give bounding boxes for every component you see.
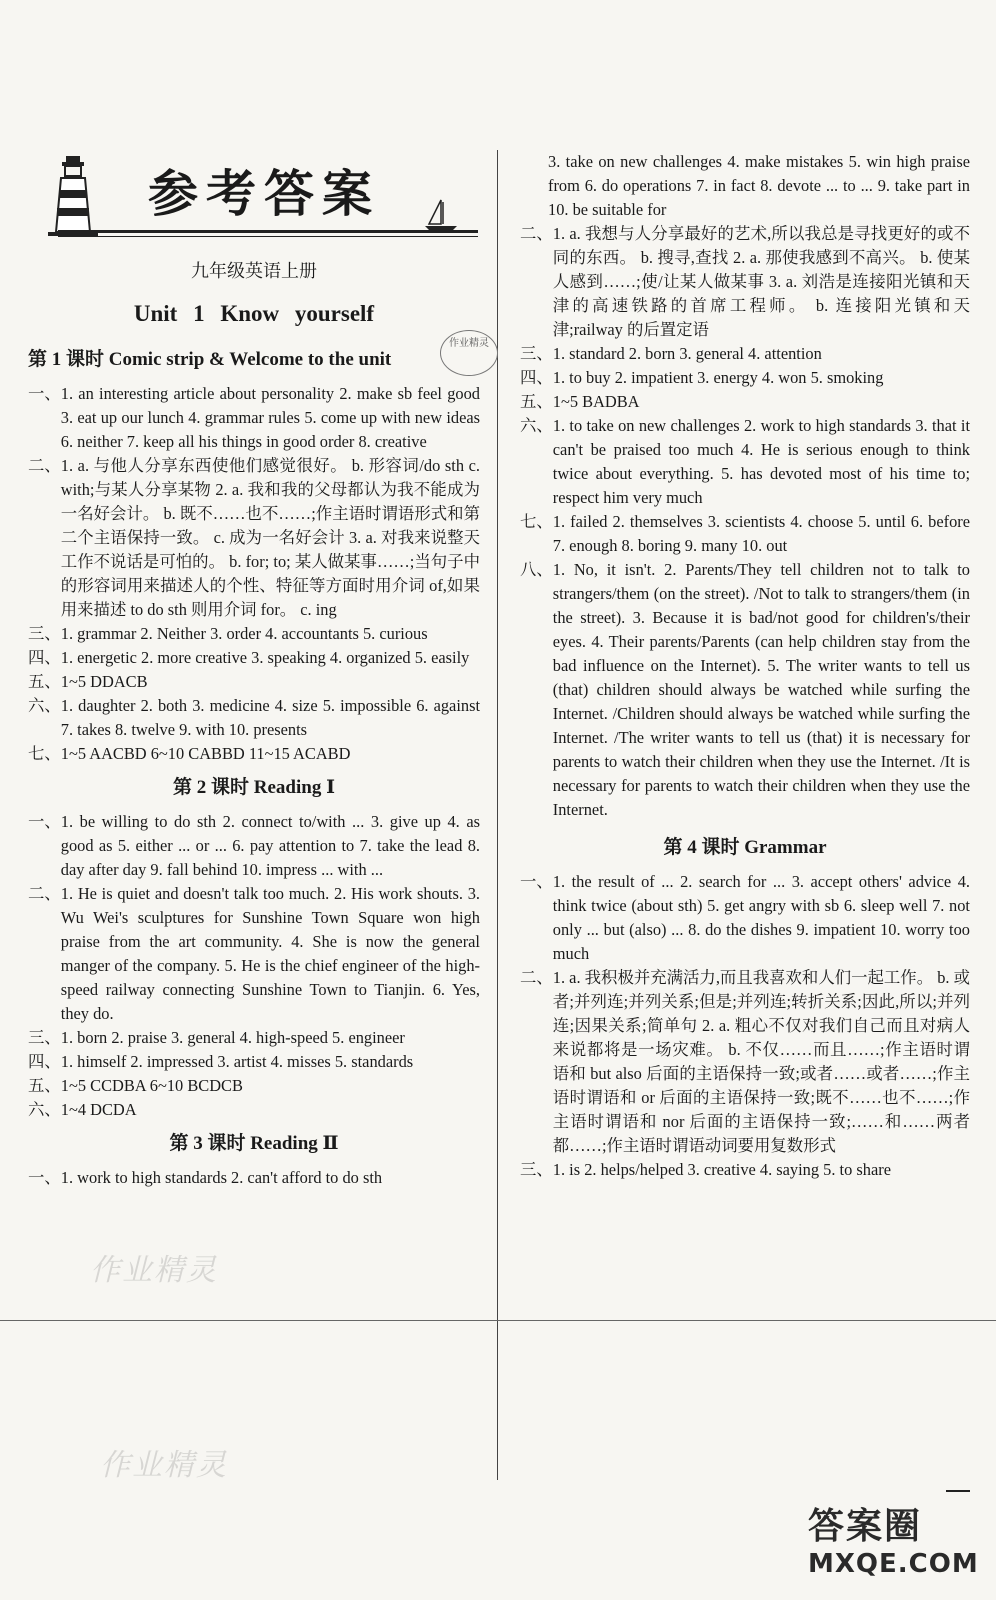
answer-text: 1. to buy 2. impatient 3. energy 4. won 5. smoking <box>552 368 884 387</box>
answer-number: 四、 <box>520 368 553 387</box>
answer-number: 二、 <box>520 968 553 987</box>
lighthouse-icon <box>48 156 98 236</box>
watermark-bottom <box>100 1440 228 1484</box>
answer-text: 1. a. 与他人分享东西使他们感觉很好。 b. 形容词/do sth c. with;与某人分享某物 2. a. 我和我的父母都认为我不能成为一名好会计。 b. 既不……也不……;作主语时谓语形式和第二个主语保持一致。 c. 成为一名好会计 3. a. 对我来说整天工作不说话是可怕的。 b. for; to; 某人做某事……;当句子中的形容词用来描述人的个性、特征等方面时用介词 of,如果用来描述 to do sth 则用介词 for。 c. ing <box>60 456 480 619</box>
answer-text: 1. born 2. praise 3. general 4. high-speed 5. engineer <box>60 1028 405 1047</box>
site-logo <box>808 1498 979 1579</box>
answer-number: 七、 <box>28 744 61 763</box>
answer-item <box>28 742 480 766</box>
stamp-seal <box>440 330 498 376</box>
answer-text: 1. a. 我积极并充满活力,而且我喜欢和人们一起工作。 b. 或者;并列连;并列关系;但是;并列连;转折关系;因此,所以;并列连;因果关系;简单句 2. a. 粗心不仅对我们自己而且对病人来说都将是一场灾难。 b. 不仅……而且……;作主语时谓语和 but also 后面的主语保持一致;或者……或者……;作主语时谓语和 or 后面的主语保持一致;既不……也不……;作主语时谓语和 nor 后面的主语保持一致;……和……两者都……;作主语时谓语动词要用复数形式 <box>552 968 970 1155</box>
answer-number: 六、 <box>28 696 61 715</box>
answer-item <box>520 222 970 342</box>
lesson-4-answers <box>520 870 970 1182</box>
answer-item <box>28 694 480 742</box>
answer-text: 1. an interesting article about personality 2. make sb feel good 3. eat up our lunch 4. grammar rules 5. come up with new ideas 6. neither 7. keep all his things in good order 8. creative <box>60 384 480 451</box>
answer-text: 1. daughter 2. both 3. medicine 4. size 5. impossible 6. against 7. takes 8. twelve 9. with 10. presents <box>60 696 480 739</box>
answer-number: 三、 <box>28 1028 61 1047</box>
lesson-1-answers <box>28 382 480 766</box>
answer-item <box>520 558 970 822</box>
answer-number: 二、 <box>520 224 553 243</box>
answer-item <box>520 966 970 1158</box>
answer-text: 1~5 CCDBA 6~10 BCDCB <box>60 1076 243 1095</box>
answer-number: 六、 <box>28 1100 61 1119</box>
answer-text: 1. to take on new challenges 2. work to high standards 3. that it can't be praised too much 4. He is serious enough to think twice about everything. 5. has devoted most of his time to; respect him very much <box>552 416 970 507</box>
stamp-text: 作业精灵 <box>449 338 489 349</box>
header-rule <box>58 230 478 233</box>
watermark <box>90 1245 218 1289</box>
answer-number: 一、 <box>520 872 553 891</box>
logo-url: MXQE.COM <box>808 1549 979 1579</box>
watermark-text: 作业精灵 <box>90 1253 218 1288</box>
answer-number: 三、 <box>520 344 553 363</box>
answer-item <box>520 390 970 414</box>
answer-number: 一、 <box>28 812 61 831</box>
page-header <box>38 150 478 258</box>
left-column <box>28 150 480 1190</box>
answer-number: 一、 <box>28 384 61 403</box>
answer-number: 二、 <box>28 456 61 475</box>
header-rule-thin <box>58 236 478 237</box>
answer-item <box>520 1158 970 1182</box>
sailboat-icon <box>423 198 459 234</box>
logo-text: 答案圈 <box>808 1506 923 1547</box>
answer-item <box>28 1074 480 1098</box>
answer-text: 1~5 DDACB <box>60 672 148 691</box>
answer-text: 1. failed 2. themselves 3. scientists 4. choose 5. until 6. before 7. enough 8. boring 9. many 10. out <box>552 512 970 555</box>
answer-number: 八、 <box>520 560 553 579</box>
answer-item <box>520 366 970 390</box>
answer-text: 1. himself 2. impressed 3. artist 4. misses 5. standards <box>60 1052 414 1071</box>
answer-text: 1. the result of ... 2. search for ... 3. accept others' advice 4. think twice (about sth) 5. get angry with sb 6. sleep well 7. not only ... but (also) ... 8. do the dishes 9. impatient 10. worry too much <box>552 872 970 963</box>
answer-number: 一、 <box>28 1168 61 1187</box>
right-column <box>520 150 970 1182</box>
answer-text: 1~5 BADBA <box>552 392 640 411</box>
answer-item <box>28 1098 480 1122</box>
answer-text: 1. He is quiet and doesn't talk too much. 2. His work shouts. 3. Wu Wei's sculptures for Sunshine Town Square won high praise from the art community. 4. She is now the general manger of the company. 5. He is the chief engineer of the high-speed railway connecting Sunshine Town to Tianjin. 6. Yes, they do. <box>60 884 480 1023</box>
answer-text: 1. energetic 2. more creative 3. speaking 4. organized 5. easily <box>60 648 470 667</box>
answer-item <box>520 870 970 966</box>
answer-text: 1. is 2. helps/helped 3. creative 4. saying 5. to share <box>552 1160 891 1179</box>
answer-text: 1. No, it isn't. 2. Parents/They tell children not to talk to strangers/them (on the street). /Not to talk to strangers/them (in the street). 3. Because it is bad/not good for children's/their eyes. 4. Their parents/Parents (can help children stay from the bad influence on the Internet). 5. The writer wants to tell us (that) children should always be watched while surfing the Internet. /Children should always be watched while surfing the Internet. /The writer wants to tell us (that) it is necessary for parents to watch their children when they use the Internet. /It is necessary for parents to watch their children when they use the Internet. <box>552 560 970 819</box>
answer-text: 1. grammar 2. Neither 3. order 4. accountants 5. curious <box>60 624 428 643</box>
answer-text: 1. work to high standards 2. can't afford to do sth <box>60 1168 383 1187</box>
answer-item <box>28 1026 480 1050</box>
answer-item <box>28 646 480 670</box>
fold-line <box>0 1320 996 1321</box>
answer-item <box>28 454 480 622</box>
lesson-4-title: 第 4 课时 Grammar <box>663 837 827 858</box>
answer-item <box>28 810 480 882</box>
lesson-3-title: 第 3 课时 Reading Ⅱ <box>169 1133 339 1154</box>
answer-text: 1. standard 2. born 3. general 4. attention <box>552 344 822 363</box>
answer-number: 七、 <box>520 512 553 531</box>
answer-number: 五、 <box>520 392 553 411</box>
page-subtitle: 九年级英语上册 <box>191 261 317 282</box>
answer-number: 六、 <box>520 416 553 435</box>
lesson-3-answers-cont <box>520 150 970 822</box>
page-number-mark <box>946 1490 970 1492</box>
answer-text: 1. be willing to do sth 2. connect to/with ... 3. give up 4. as good as 5. either ... or ... 6. pay attention to 7. take the lead 8. day after day 9. fall behind 10. impress ... with ... <box>60 812 480 879</box>
answer-text: 3. take on new challenges 4. make mistakes 5. win high praise from 6. do operations 7. in fact 8. devote ... to ... 9. take part in 10. be suitable for <box>548 152 970 219</box>
answer-item <box>520 150 970 222</box>
answer-item <box>28 382 480 454</box>
answer-text: 1. a. 我想与人分享最好的艺术,所以我总是寻找更好的或不同的东西。 b. 搜寻,查找 2. a. 那使我感到不高兴。 b. 使某人感到……;使/让某人做某事 3. a. 刘浩是连接阳光镇和天津的高速铁路的首席工程师。 b. 连接阳光镇和天津;railway 的后置定语 <box>552 224 970 339</box>
page-title: 参考答案 <box>148 164 380 223</box>
answer-item <box>28 670 480 694</box>
answer-item <box>28 1166 480 1190</box>
answer-number: 五、 <box>28 672 61 691</box>
answer-item <box>520 342 970 366</box>
unit-title: Unit 1 Know yourself <box>133 301 375 326</box>
answer-number: 四、 <box>28 1052 61 1071</box>
answer-item <box>28 882 480 1026</box>
answer-item <box>28 622 480 646</box>
answer-item <box>520 510 970 558</box>
lesson-3-answers <box>28 1166 480 1190</box>
lesson-1-title: 第 1 课时 Comic strip & Welcome to the unit <box>28 349 392 370</box>
answer-number: 三、 <box>520 1160 553 1179</box>
answer-text: 1~4 DCDA <box>60 1100 137 1119</box>
answer-number: 三、 <box>28 624 61 643</box>
answer-number: 二、 <box>28 884 61 903</box>
answer-number: 四、 <box>28 648 61 667</box>
answer-item <box>28 1050 480 1074</box>
lesson-2-title: 第 2 课时 Reading Ⅰ <box>173 777 335 798</box>
watermark-text-bottom: 作业精灵 <box>100 1448 228 1483</box>
lesson-2-answers <box>28 810 480 1122</box>
answer-text: 1~5 AACBD 6~10 CABBD 11~15 ACABD <box>60 744 351 763</box>
answer-number: 五、 <box>28 1076 61 1095</box>
answer-item <box>520 414 970 510</box>
answer-number <box>520 150 548 222</box>
